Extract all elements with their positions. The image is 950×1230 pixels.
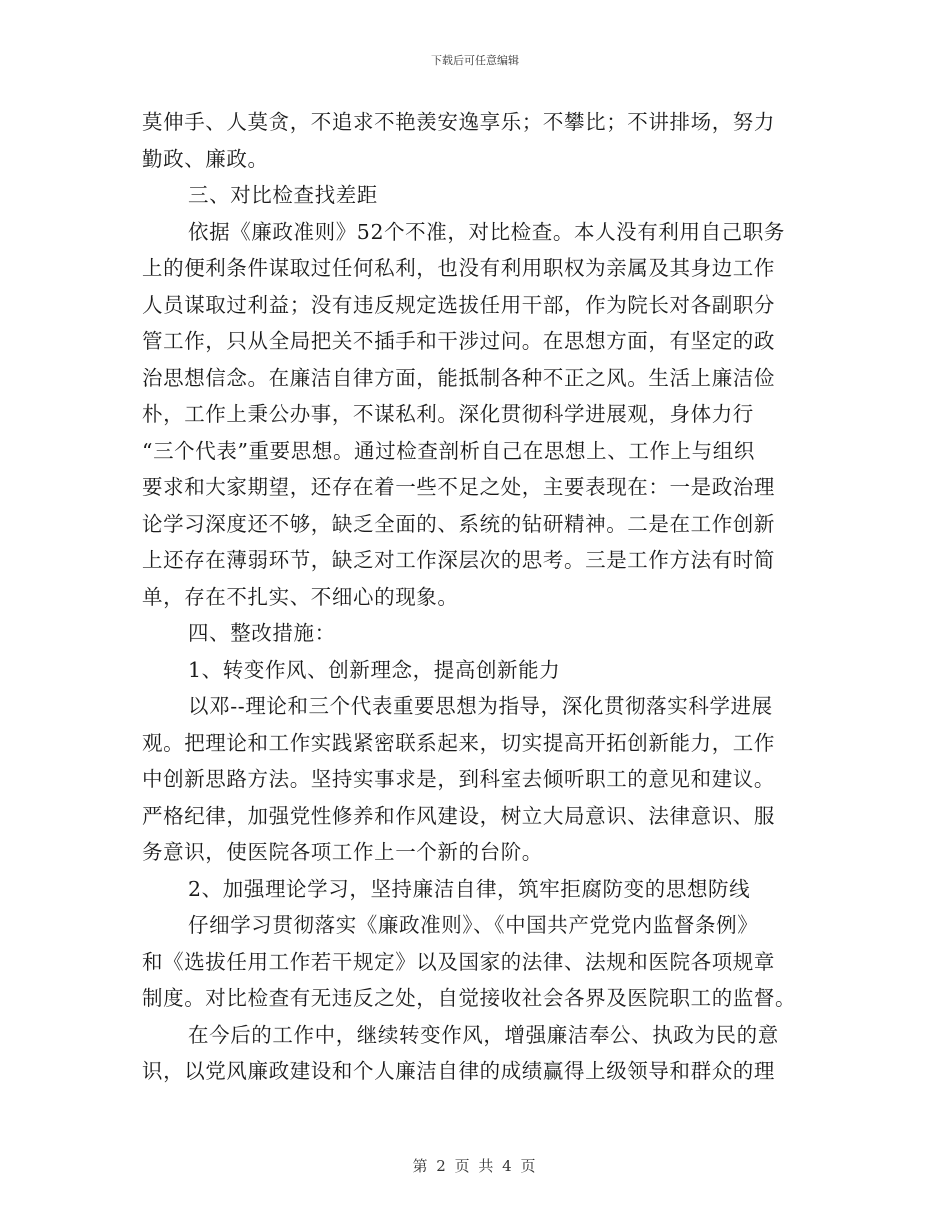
text-line: 治思想信念。在廉洁自律方面，能抵制各种不正之风。生活上廉洁俭 [142,365,775,390]
text-line: 勤政、廉政。 [142,146,269,171]
page-footer: 第 2 页 共 4 页 [412,1157,538,1175]
text-line: 和《选拔任用工作若干规定》以及国家的法律、法规和医院各项规章 [142,949,775,974]
text-line: “三个代表”重要思想。通过检查剖析自己在思想上、工作上与组织 [142,438,755,463]
text-line: 依据《廉政准则》52个不准，对比检查。本人没有利用自己职务 [188,219,785,244]
text-line: 莫伸手、人莫贪，不追求不艳羡安逸享乐；不攀比；不讲排场，努力 [142,110,775,134]
text-line: 人员谋取过利益；没有违反规定选拔任用干部，作为院长对各副职分 [142,292,775,317]
text-line: 务意识，使医院各项工作上一个新的台阶。 [142,840,543,864]
text-line: 三、对比检查找差距 [188,183,378,207]
document-body [142,104,822,1090]
text-line: 严格纪律，加强党性修养和作风建设，树立大局意识、法律意识、服 [142,803,775,828]
text-line: 识，以党风廉政建设和个人廉洁自律的成绩赢得上级领导和群众的理 [142,1059,775,1083]
text-line: 朴，工作上秉公办事，不谋私利。深化贯彻科学进展观，身体力行 [142,402,754,426]
text-line: 论学习深度还不够，缺乏全面的、系统的钻研精神。二是在工作创新 [142,511,775,536]
text-line: 观。把理论和工作实践紧密联系起来，切实提高开拓创新能力，工作 [142,730,775,755]
text-line: 管工作，只从全局把关不插手和干涉过问。在思想方面，有坚定的政 [142,329,775,353]
text-line: 中创新思路方法。坚持实事求是，到科室去倾听职工的意见和建议。 [142,767,775,791]
text-line: 上还存在薄弱环节，缺乏对工作深层次的思考。三是工作方法有时简 [142,548,775,572]
text-line: 2、加强理论学习，坚持廉洁自律，筑牢拒腐防变的思想防线 [188,876,751,901]
text-line: 仔细学习贯彻落实《廉政准则》、《中国共产党党内监督条例》 [188,913,759,937]
page-header: 下载后可任意编辑 [431,54,519,67]
text-line: 要求和大家期望，还存在着一些不足之处，主要表现在：一是政治理 [142,475,775,499]
text-line: 制度。对比检查有无违反之处，自觉接收社会各界及医院职工的监督。 [142,986,797,1010]
text-line: 四、整改措施： [188,621,336,645]
text-line: 上的便利条件谋取过任何私利，也没有利用职权为亲属及其身边工作 [142,256,775,280]
text-line: 以邓--理论和三个代表重要思想为指导，深化贯彻落实科学进展 [188,694,773,718]
text-line: 在今后的工作中，继续转变作风，增强廉洁奉公、执政为民的意 [188,1022,779,1047]
text-line: 单，存在不扎实、不细心的现象。 [142,584,459,609]
text-line: 1、转变作风、创新理念，提高创新能力 [188,657,561,682]
